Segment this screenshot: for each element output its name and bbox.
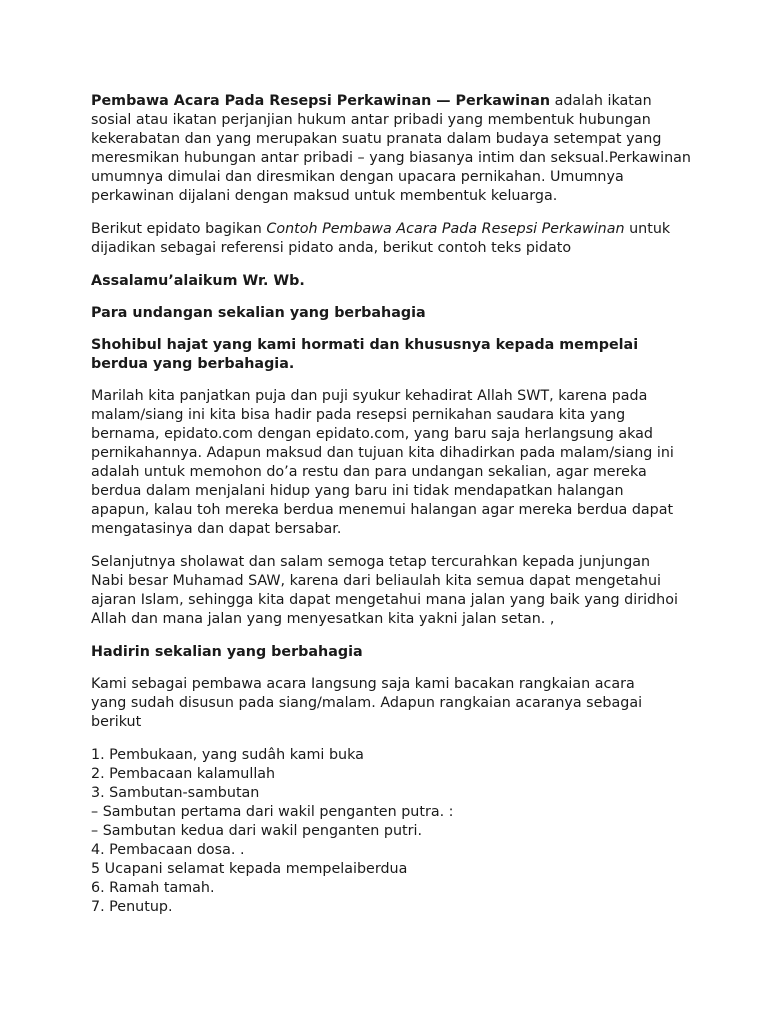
intro-paragraph <box>91 92 691 206</box>
agenda-item: 1. Pembukaan, yang sudâh kami buka <box>91 747 364 763</box>
agenda-item: 6. Ramah tamah. <box>91 880 215 896</box>
agenda-list <box>91 746 708 917</box>
intro-title: Pembawa Acara Pada Resepsi Perkawinan — Perkawinan <box>91 93 551 109</box>
hadirin-heading: Hadirin sekalian yang berbahagia <box>91 644 363 660</box>
body-paragraph-1: Marilah kita panjatkan puja dan puji syukur kehadirat Allah SWT, karena pada malam/siang ini kita bisa hadir pada resepsi pernikahan saudara kita yang bernama, epidato.com dengan epidato.com, yang baru saja herlangsung akad pernikahannya. Adapun maksud dan tujuan kita dihadirkan pada malam/siang ini adalah untuk memohon do’a restu dan para undangan sekalian, agar mereka berdua dalam menjalani hidup yang baru ini tidak mendapatkan halangan apapun, kalau toh mereka berdua menemui halangan agar mereka berdua dapat mengatasinya dan dapat bersabar. <box>91 388 674 537</box>
audience-heading: Para undangan sekalian yang berbahagia <box>91 305 426 321</box>
reference-pre: Berikut epidato bagikan <box>91 221 267 237</box>
honored-heading: Shohibul hajat yang kami hormati dan khususnya kepada mempelai berdua yang berbahagia. <box>91 337 639 372</box>
body-paragraph-3: Kami sebagai pembawa acara Iangsung saja kami bacakan rangkaian acara yang sudah disusun pada siang/malam. Adapun rangkaian acaranya sebagai berikut <box>91 676 643 730</box>
agenda-item: – Sambutan kedua dari wakil penganten putri. <box>91 823 422 839</box>
agenda-item: 7. Penutup. <box>91 899 173 915</box>
reference-paragraph <box>91 220 671 258</box>
agenda-item: 4. Pembacaan dosa. . <box>91 842 245 858</box>
greeting-heading: Assalamu’alaikum Wr. Wb. <box>91 273 305 289</box>
intro-text: adalah ikatan sosial atau ikatan perjanjian hukum antar pribadi yang membentuk hubungan kekerabatan dan yang merupakan suatu pranata dalam budaya setempat yang meresmikan hubungan antar pribadi – yang biasanya intim dan seksual.Perkawinan umumnya dimulai dan diresmikan dengan upacara pernikahan. Umumnya perkawinan dijalani dengan maksud untuk membentuk keluarga. <box>91 93 691 204</box>
agenda-item: 3. Sambutan-sambutan <box>91 785 260 801</box>
body-paragraph-2: Selanjutnya sholawat dan salam semoga tetap tercurahkan kepada junjungan Nabi besar Muhamad SAW, karena dari beliaulah kita semua dapat mengetahui ajaran Islam, sehingga kita dapat mengetahui mana jalan yang baik yang diridhoi Allah dan mana jalan yang menyesatkan kita yakni jalan setan. , <box>91 554 678 627</box>
agenda-item: 5 Ucapani selamat kepada mempelaiberdua <box>91 861 408 877</box>
reference-post: untuk dijadikan sebagai referensi pidato anda, berikut contoh teks pidato <box>91 221 671 256</box>
reference-italic: Contoh Pembawa Acara Pada Resepsi Perkawinan <box>266 221 625 237</box>
agenda-item: 2. Pembacaan kalamullah <box>91 766 276 782</box>
agenda-item: – Sambutan pertama dari wakil penganten putra. : <box>91 804 454 820</box>
